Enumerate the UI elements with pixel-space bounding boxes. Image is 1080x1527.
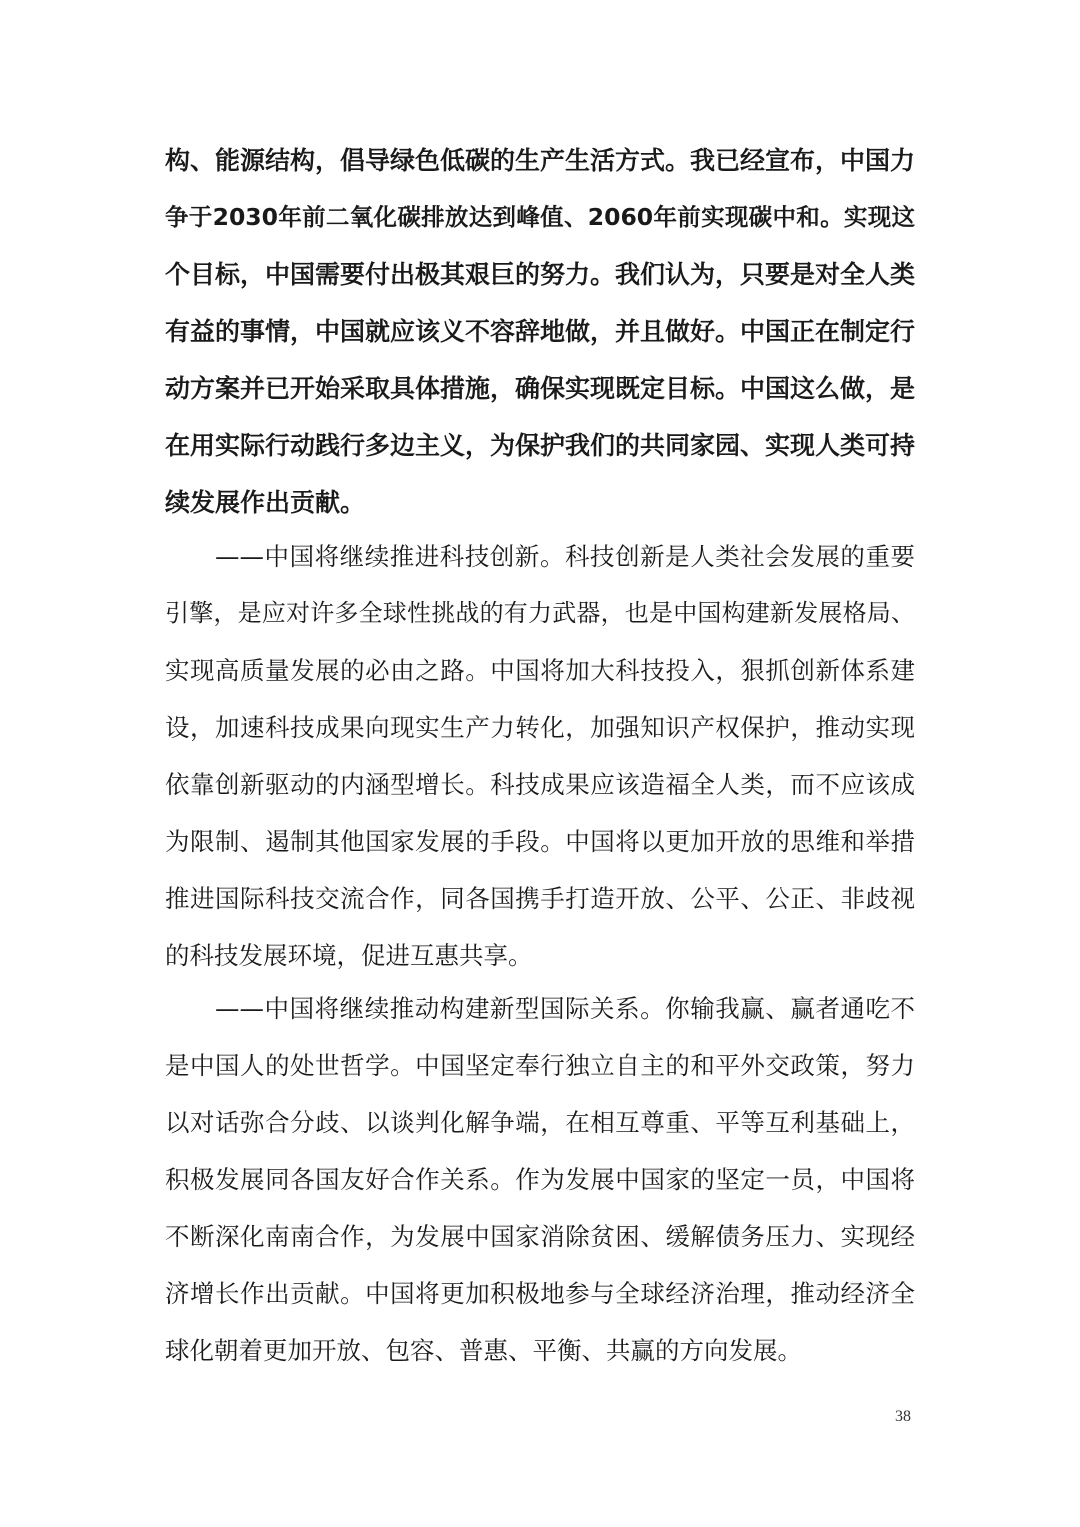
text-line: 有益的事情，中国就应该义不容辞地做，并且做好。中国正在制定行 bbox=[165, 317, 916, 346]
page-number: 38 bbox=[895, 1408, 911, 1425]
text-line: 的科技发展环境，促进互惠共享。 bbox=[165, 941, 533, 970]
text-line: ——中国将继续推进科技创新。科技创新是人类社会发展的重要 bbox=[215, 542, 915, 571]
text-line: 是中国人的处世哲学。中国坚定奉行独立自主的和平外交政策，努力 bbox=[165, 1051, 915, 1080]
text-line: 在用实际行动践行多边主义，为保护我们的共同家园、实现人类可持 bbox=[165, 431, 916, 460]
paragraph-tech-innovation bbox=[165, 528, 915, 984]
paragraph-international-relations bbox=[165, 980, 915, 1379]
text-line: 实现高质量发展的必由之路。中国将加大科技投入，狠抓创新体系建 bbox=[165, 656, 915, 685]
text-line: 动方案并已开始采取具体措施，确保实现既定目标。中国这么做，是 bbox=[165, 374, 916, 403]
text-line: 以对话弥合分歧、以谈判化解争端，在相互尊重、平等互利基础上， bbox=[165, 1108, 915, 1137]
text-line: 个目标，中国需要付出极其艰巨的努力。我们认为，只要是对全人类 bbox=[165, 260, 916, 289]
text-line: 依靠创新驱动的内涵型增长。科技成果应该造福全人类，而不应该成 bbox=[165, 770, 915, 799]
text-line: 构、能源结构，倡导绿色低碳的生产生活方式。我已经宣布，中国力 bbox=[165, 146, 916, 175]
text-line: 积极发展同各国友好合作关系。作为发展中国家的坚定一员，中国将 bbox=[165, 1165, 915, 1194]
text-line: ——中国将继续推动构建新型国际关系。你输我赢、赢者通吃不 bbox=[215, 994, 915, 1023]
text-line: 球化朝着更加开放、包容、普惠、平衡、共赢的方向发展。 bbox=[165, 1336, 802, 1365]
text-line: 引擎，是应对许多全球性挑战的有力武器，也是中国构建新发展格局、 bbox=[165, 599, 915, 627]
text-line: 不断深化南南合作，为发展中国家消除贫困、缓解债务压力、实现经 bbox=[165, 1222, 915, 1251]
text-line: 设，加速科技成果向现实生产力转化，加强知识产权保护，推动实现 bbox=[165, 713, 915, 742]
text-line: 为限制、遏制其他国家发展的手段。中国将以更加开放的思维和举措 bbox=[165, 827, 915, 856]
text-line: 推进国际科技交流合作，同各国携手打造开放、公平、公正、非歧视 bbox=[165, 884, 915, 913]
paragraph-carbon-goals bbox=[165, 132, 915, 531]
text-line: 续发展作出贡献。 bbox=[165, 488, 366, 517]
text-line: 济增长作出贡献。中国将更加积极地参与全球经济治理，推动经济全 bbox=[165, 1279, 915, 1308]
text-line: 争于2030年前二氧化碳排放达到峰值、2060年前实现碳中和。实现这 bbox=[165, 203, 915, 231]
